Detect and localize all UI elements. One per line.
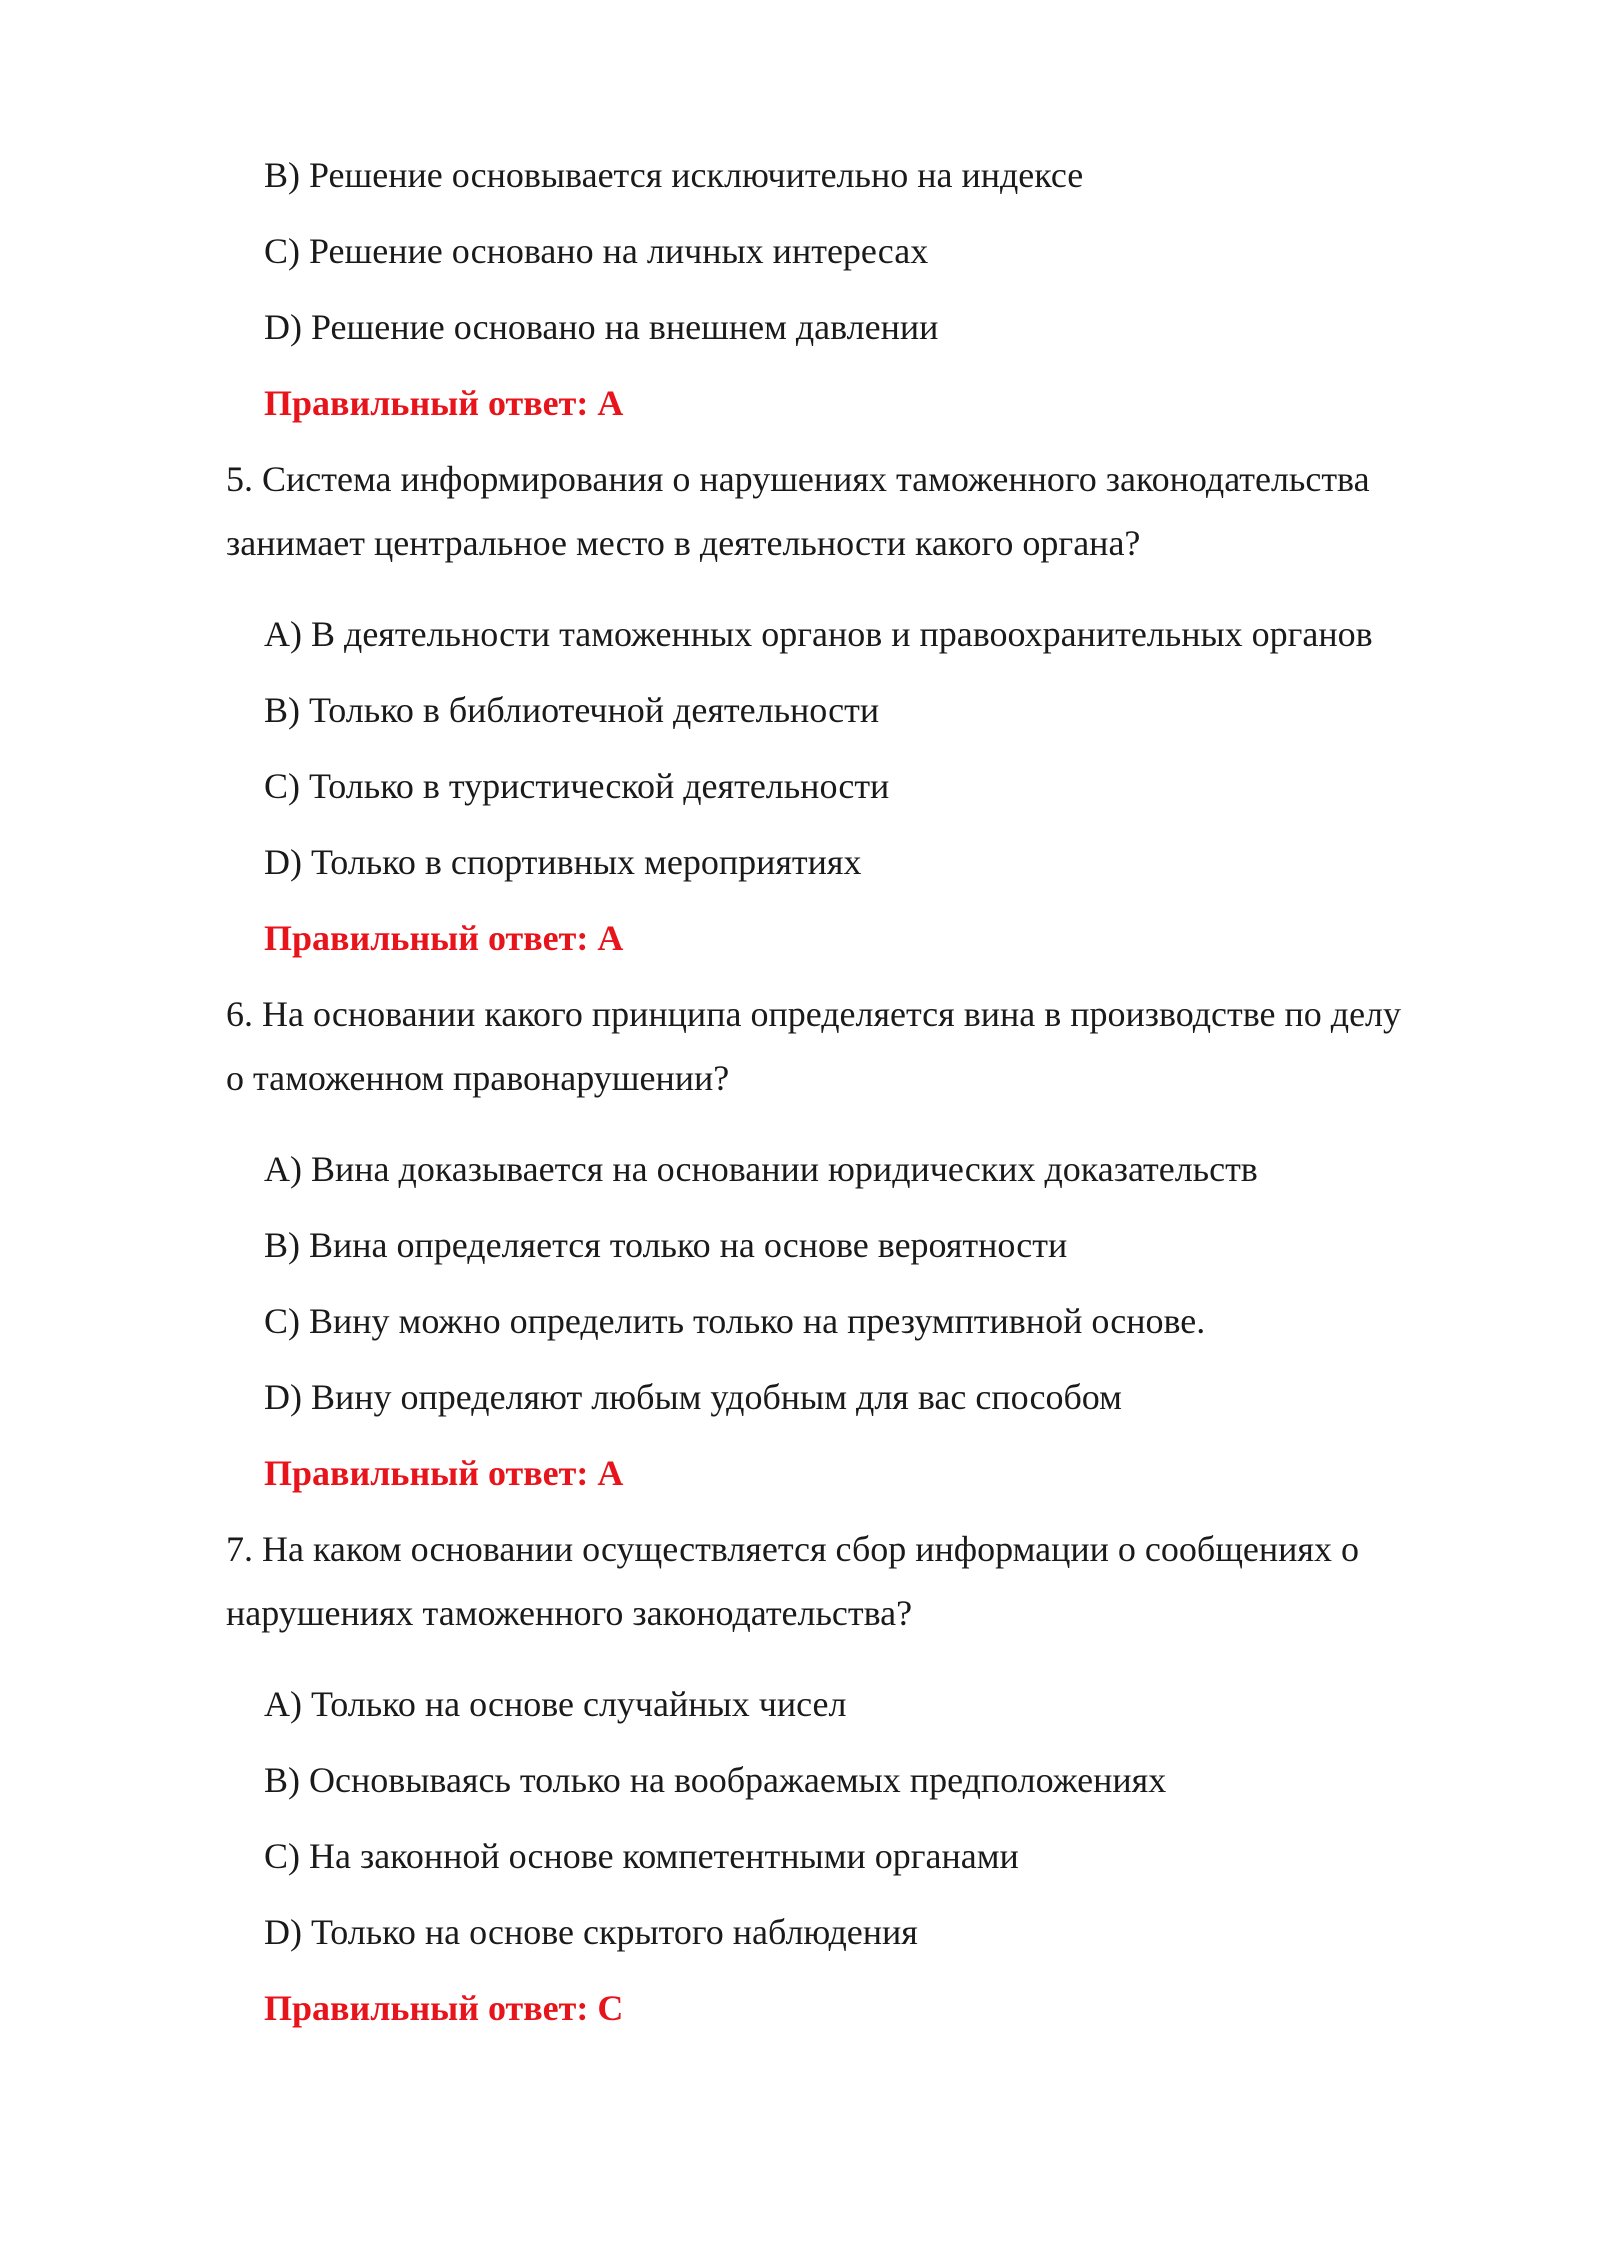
question-5-option-b: B) Только в библиотечной деятельности [264, 690, 880, 730]
question-7-option-b: B) Основываясь только на воображаемых предположениях [264, 1760, 1167, 1800]
option-d: D) Решение основано на внешнем давлении [264, 307, 939, 347]
question-7-option-a: A) Только на основе случайных чисел [264, 1684, 847, 1724]
question-5-text-line-2: занимает центральное место в деятельности какого органа? [226, 523, 1141, 563]
question-6-correct-answer: Правильный ответ: А [264, 1453, 624, 1493]
option-b: B) Решение основывается исключительно на индексе [264, 155, 1084, 195]
question-6-text-line-1: 6. На основании какого принципа определяется вина в производстве по делу [226, 994, 1402, 1034]
question-5-text-line-1: 5. Система информирования о нарушениях таможенного законодательства [226, 459, 1370, 499]
question-5-correct-answer: Правильный ответ: А [264, 918, 624, 958]
question-7-option-c: C) На законной основе компетентными органами [264, 1836, 1019, 1876]
question-6-option-c: C) Вину можно определить только на презумптивной основе. [264, 1301, 1206, 1341]
question-5-option-d: D) Только в спортивных мероприятиях [264, 842, 862, 882]
question-6-text-line-2: о таможенном правонарушении? [226, 1058, 730, 1098]
question-7-text-line-1: 7. На каком основании осуществляется сбор информации о сообщениях о [226, 1529, 1359, 1569]
question-5-option-a: A) В деятельности таможенных органов и правоохранительных органов [264, 614, 1373, 654]
question-6-option-a: A) Вина доказывается на основании юридических доказательств [264, 1149, 1258, 1189]
question-6-option-d: D) Вину определяют любым удобным для вас способом [264, 1377, 1122, 1417]
question-7-correct-answer: Правильный ответ: C [264, 1988, 624, 2028]
question-6-option-b: B) Вина определяется только на основе вероятности [264, 1225, 1068, 1265]
question-7-option-d: D) Только на основе скрытого наблюдения [264, 1912, 918, 1952]
correct-answer: Правильный ответ: А [264, 383, 624, 423]
option-c: C) Решение основано на личных интересах [264, 231, 929, 271]
question-5-option-c: C) Только в туристической деятельности [264, 766, 890, 806]
question-7-text-line-2: нарушениях таможенного законодательства? [226, 1593, 913, 1633]
